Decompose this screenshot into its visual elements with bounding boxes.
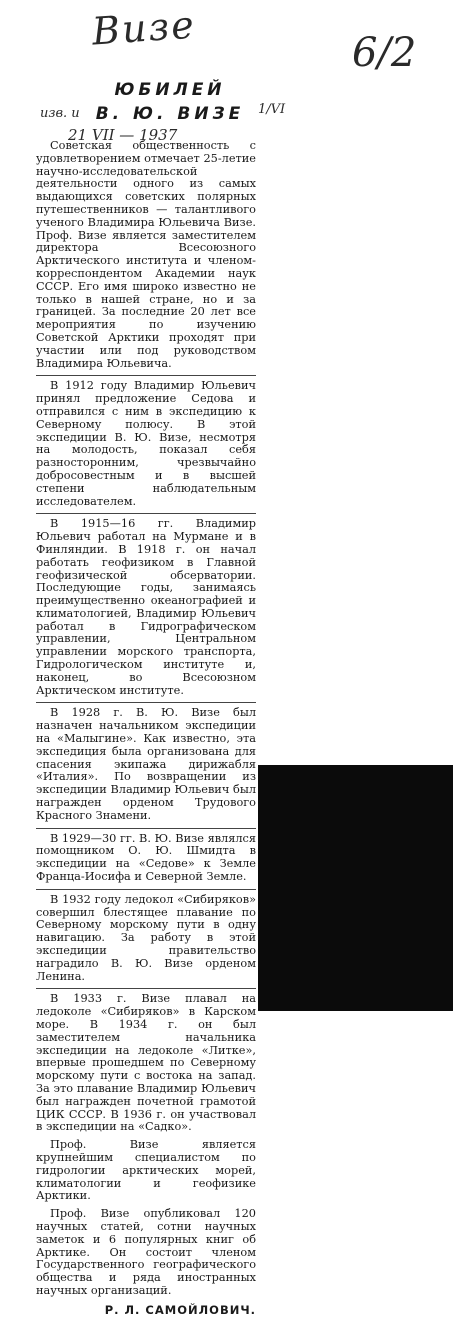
handwritten-note: 1/VI [258,102,286,117]
paragraph-8: Проф. Визе является крупнейшим специалистом по гидрологии арктических морей, климатологии и геофизике Арктики. [36,1138,256,1203]
paragraph-3: В 1915—16 гг. Владимир Юльевич работал на Мурмане и в Финляндии. В 1918 г. он начал работать геофизиком в Главной геофизической обсерватории. Последующие годы, занимаясь преимущественно океанографией и климатологией, Владимир Юльевич работал в Гидрографическом управлении, Центральном управлении морского транспорта, Гидрологическом институте и, наконец, во Всесоюзном Арктическом институте. [36,517,256,697]
handwritten-number: 6/2 [352,30,417,76]
column-rule [36,988,256,989]
paragraph-4: В 1928 г. В. Ю. Визе был назначен начальником экспедиции на «Малыгине». Как известно, эта экспедиция была организована для спасения экипажа дирижабля «Италия». По возвращении из экспедиции Владимир Юльевич был награжден орденом Трудового Красного Знамени. [36,706,256,822]
handwritten-source: изв. и [40,106,80,121]
paragraph-2: В 1912 году Владимир Юльевич принял предложение Седова и отправился с ним в экспедицию к Северному полюсу. В этой экспедиции В. Ю. Визе, несмотря на молодость, показал себя разносторонним, чрезвычайно добросовестным и в высшей степени наблюдательным исследователем. [36,379,256,508]
column-rule [36,513,256,514]
column-rule [36,375,256,376]
paragraph-9: Проф. Визе опубликовал 120 научных статей, сотни научных заметок и 6 популярных книг об Арктике. Он состоит членом Государственного географического общества и ряда иностранных научных организаций. [36,1207,256,1297]
paragraph-6: В 1932 году ледокол «Сибиряков» совершил блестящее плавание по Северному морскому пути в одну навигацию. За работу в этой экспедиции правительство наградило В. Ю. Визе орденом Ленина. [36,892,256,983]
paragraph-1: Советская общественность с удовлетворением отмечает 25-летие научно-исследовательской деятельности одного из самых выдающихся советских полярных путешественников — талантливого ученого Владимира Юльевича Визе. Проф. Визе является заместителем директора Всесоюзного Арктического института и членом-корреспондентом Академии наук СССР. Его имя широко известно не только в нашей стране, но и за границей. За последние 20 лет все мероприятия по изучению Советской Арктики проходят при участии или под руководством Владимира Юльевича. [36,139,256,370]
paragraph-5: В 1929—30 гг. В. Ю. Визе являлся помощником О. Ю. Шмидта в экспедиции на «Седове» к Земле Франца-Иосифа и Северной Земле. [36,831,256,884]
handwritten-name: Визе [90,2,198,54]
scan-dark-area [258,765,453,1011]
handwritten-date: 21 VII — 1937 [68,126,178,144]
column-rule [36,889,256,890]
paragraph-7: В 1933 г. Визе плавал на ледоколе «Сибиряков» в Карском море. В 1934 г. он был заместителем начальника экспедиции на ледоколе «Литке», впервые прошедшем по Северному морскому пути с востока на запад. За это плавание Владимир Юльевич был награжден почетной грамотой ЦИК СССР. В 1936 г. он участвовал в экспедиции на «Садко». [36,992,256,1134]
newspaper-clipping [36,140,256,1317]
column-rule [36,702,256,703]
headline-line2: В. Ю. ВИЗЕ [95,104,245,124]
author-signature: Р. Л. САМОЙЛОВИЧ. [104,1302,256,1317]
headline-line1: ЮБИЛЕЙ [114,80,226,100]
column-rule [36,828,256,829]
